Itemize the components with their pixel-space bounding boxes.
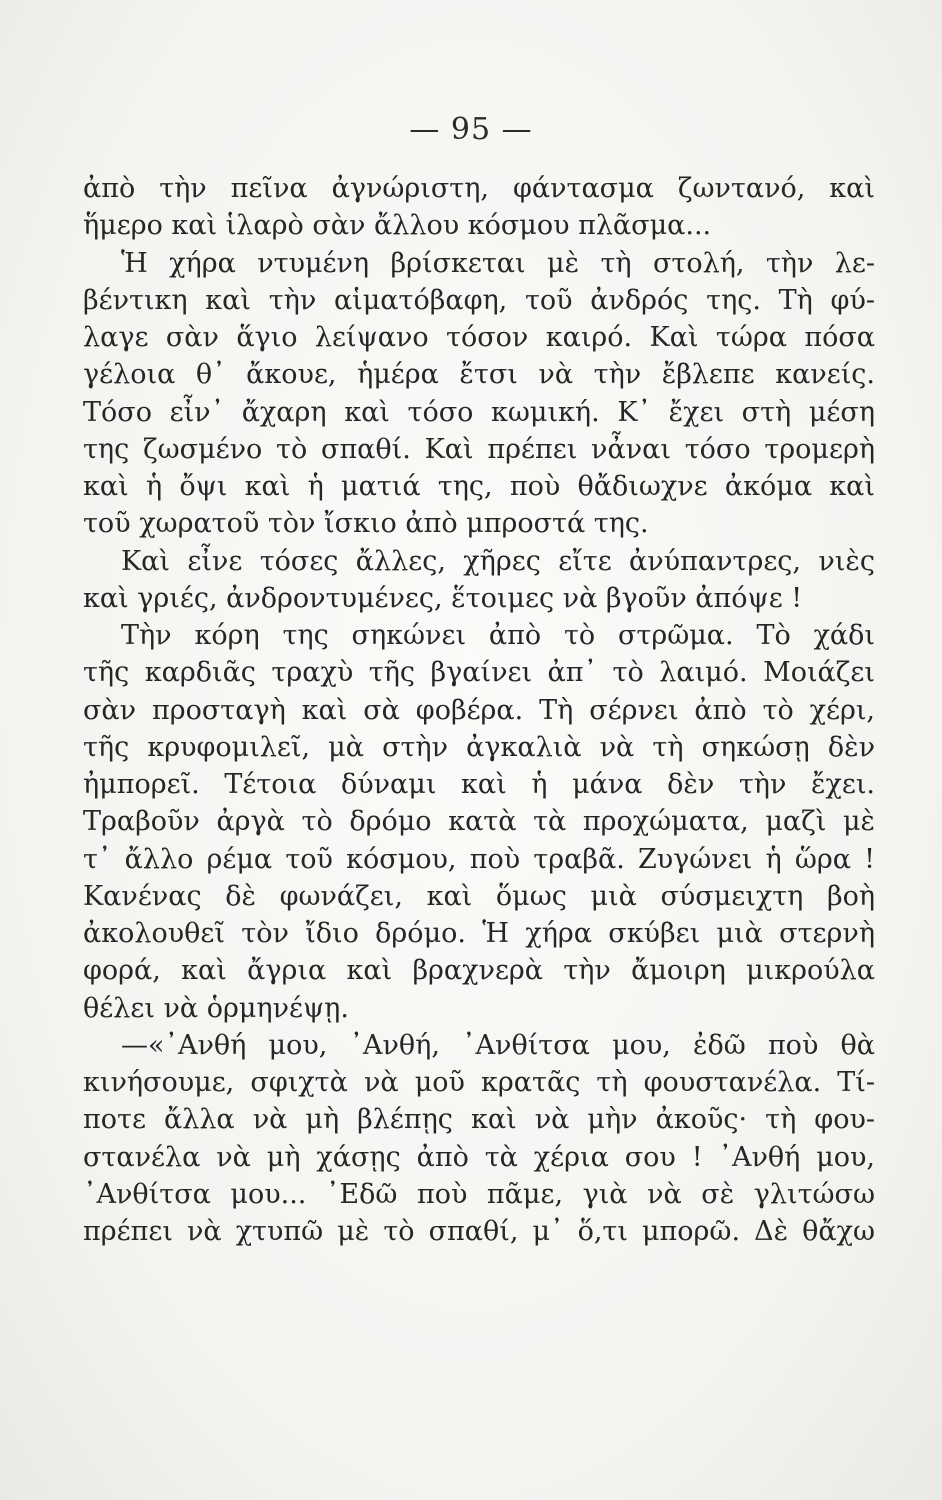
text-line: θέλει νὰ ὁρμηνέψῃ.	[83, 992, 349, 1024]
text-line: ἀπὸ τὴν πεῖνα ἀγνώριστη, φάντασμα ζωντανό, καὶ	[83, 173, 875, 204]
text-line: ἠμπορεῖ. Τέτοια δύναμι καὶ ἡ μάνα δὲν τὴν ἔχει.	[83, 769, 875, 800]
text-line: φορά, καὶ ἄγρια καὶ βραχνερὰ τὴν ἄμοιρη μικρούλα	[83, 955, 875, 987]
text-line: ᾽Ανθίτσα μου... ᾽Εδῶ ποὺ πᾶμε, γιὰ νὰ σὲ γλιτώσω	[83, 1178, 875, 1210]
page-number: — 95 —	[409, 112, 533, 147]
text-line: τ᾽ ἄλλο ρέμα τοῦ κόσμου, ποὺ τραβᾶ. Ζυγώνει ἡ ὥρα !	[83, 843, 875, 875]
text-line: καὶ γριές, ἀνδροντυμένες, ἕτοιμες νὰ βγοῦν ἀπόψε !	[83, 582, 803, 614]
text-line: σὰν προσταγὴ καὶ σὰ φοβέρα. Τὴ σέρνει ἀπὸ τὸ χέρι,	[83, 694, 875, 726]
text-line: Τόσο εἶν᾽ ἄχαρη καὶ τόσο κωμική. Κ᾽ ἔχει στὴ μέση	[83, 396, 875, 428]
text-line: πρέπει νὰ χτυπῶ μὲ τὸ σπαθί, μ᾽ ὅ,τι μπορῶ. Δὲ θἄχω	[83, 1216, 875, 1247]
text-line: Ἡ χήρα ντυμένη βρίσκεται μὲ τὴ στολή, τὴν λε-	[121, 247, 875, 279]
text-line: τοῦ χωρατοῦ τὸν ἴσκιο ἀπὸ μπροστά της.	[83, 508, 649, 540]
text-line: Κανένας δὲ φωνάζει, καὶ ὅμως μιὰ σύσμειχτη βοὴ	[83, 880, 875, 912]
text-line: λαγε σὰν ἅγιο λείψανο τόσον καιρό. Καὶ τώρα πόσα	[83, 322, 875, 353]
text-line: βέντικη καὶ τὴν αἱματόβαφη, τοῦ ἀνδρός της. Τὴ φύ-	[83, 284, 875, 316]
text-line: ἀκολουθεῖ τὸν ἴδιο δρόμο. Ἡ χήρα σκύβει μιὰ στερνὴ	[83, 918, 875, 949]
text-line: Τραβοῦν ἀργὰ τὸ δρόμο κατὰ τὰ προχώματα, μαζὶ μὲ	[83, 806, 875, 838]
text-line: Τὴν κόρη της σηκώνει ἀπὸ τὸ στρῶμα. Τὸ χάδι	[121, 620, 875, 651]
text-line: τῆς καρδιᾶς τραχὺ τῆς βγαίνει ἀπ᾽ τὸ λαιμό. Μοιάζει	[83, 657, 875, 689]
text-line: Καὶ εἶνε τόσες ἄλλες, χῆρες εἴτε ἀνύπαντρες, νιὲς	[121, 545, 875, 577]
text-line: κινήσουμε, σφιχτὰ νὰ μοῦ κρατᾶς τὴ φουστανέλα. Τί-	[83, 1067, 875, 1098]
text-line: ἥμερο καὶ ἱλαρὸ σὰν ἄλλου κόσμου πλᾶσμα...	[83, 210, 712, 242]
page-body-text	[83, 170, 875, 1250]
text-line: τῆς κρυφομιλεῖ, μὰ στὴν ἀγκαλιὰ νὰ τὴ σηκώσῃ δὲν	[83, 731, 875, 763]
text-line: —«᾽Ανθή μου, ᾽Ανθή, ᾽Ανθίτσα μου, ἐδῶ ποὺ θὰ	[121, 1029, 875, 1061]
text-line: γέλοια θ᾽ ἄκουε, ἡμέρα ἔτσι νὰ τὴν ἔβλεπε κανείς.	[83, 359, 875, 391]
text-line: καὶ ἡ ὄψι καὶ ἡ ματιά της, ποὺ θἄδιωχνε ἀκόμα καὶ	[83, 471, 875, 502]
text-line: ποτε ἄλλα νὰ μὴ βλέπῃς καὶ νὰ μὴν ἀκοῦς· τὴ φου-	[83, 1104, 875, 1136]
text-line: της ζωσμένο τὸ σπαθί. Καὶ πρέπει νἆναι τόσο τρομερὴ	[83, 433, 875, 465]
text-line: στανέλα νὰ μὴ χάσῃς ἀπὸ τὰ χέρια σου ! ᾽Ανθή μου,	[83, 1141, 875, 1173]
